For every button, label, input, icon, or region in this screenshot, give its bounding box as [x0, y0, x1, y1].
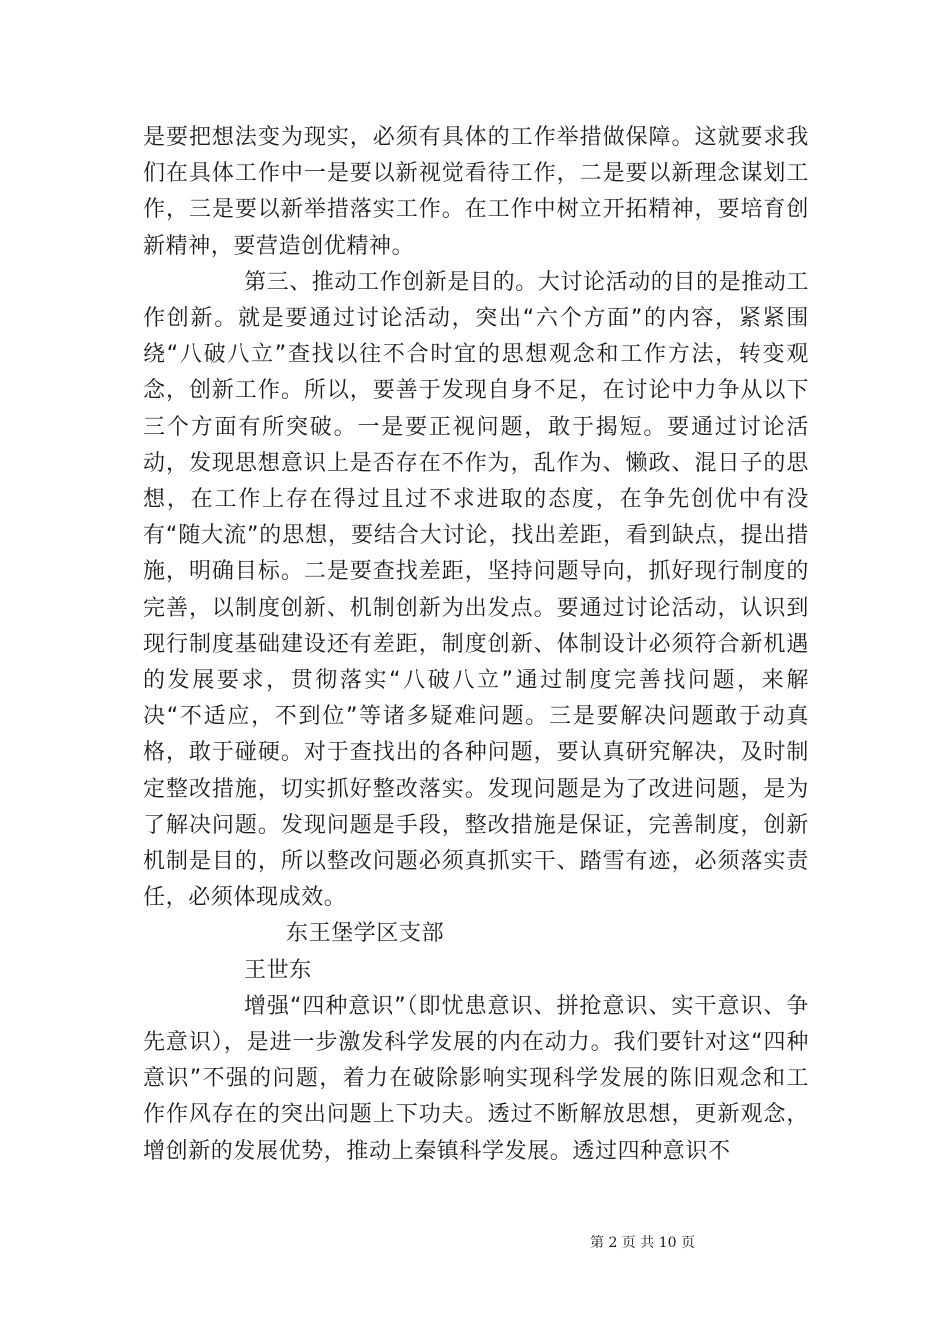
paragraph-2: 第三、推动工作创新是目的。大讨论活动的目的是推动工作创新。就是要通过讨论活动，突出“六个方面”的内容，紧紧围绕“八破八立”查找以往不合时宜的思想观念和工作方法，转变观念，创新工作。所以，要善于发现自身不足，在讨论中力争从以下三个方面有所突破。一是要正视问题，敢于揭短。要通过讨论活动，发现思想意识上是否存在不作为，乱作为、懒政、混日子的思想，在工作上存在得过且过不求进取的态度，在争先创优中有没有“随大流”的思想，要结合大讨论，找出差距，看到缺点，提出措施，明确目标。二是要查找差距，坚持问题导向，抓好现行制度的完善，以制度创新、机制创新为出发点。要通过讨论活动，认识到现行制度基础建设还有差距，制度创新、体制设计必须符合新机遇的发展要求，贯彻落实“八破八立”通过制度完善找问题，来解决“不适应，不到位”等诸多疑难问题。三是要解决问题敢于动真格，敢于碰硬。对于查找出的各种问题，要认真研究解决，及时制定整改措施，切实抓好整改落实。发现问题是为了改进问题，是为了解决问题。发现问题是手段，整改措施是保证，完善制度，创新机制是目的，所以整改问题必须真抓实干、踏雪有迹，必须落实责任，必须体现成效。: [143, 269, 810, 911]
document-body: [143, 120, 809, 1170]
signature-name: 王世东: [244, 957, 312, 983]
paragraph-1: 是要把想法变为现实，必须有具体的工作举措做保障。这就要求我们在具体工作中一是要以新视觉看待工作，二是要以新理念谋划工作，三是要以新举措落实工作。在工作中树立开拓精神，要培育创新精神，要营造创优精神。: [143, 125, 809, 259]
signature-unit: 东王堡学区支部: [286, 921, 445, 947]
page-number-footer: 第 2 页 共 10 页: [590, 1235, 695, 1251]
paragraph-3: 增强“四种意识”（即忧患意识、拼抢意识、实干意识、争先意识），是进一步激发科学发展的内在动力。我们要针对这“四种意识”不强的问题，着力在破除影响实现科学发展的陈旧观念和工作作风存在的突出问题上下功夫。透过不断解放思想，更新观念，增创新的发展优势，推动上秦镇科学发展。透过四种意识不: [143, 993, 809, 1164]
